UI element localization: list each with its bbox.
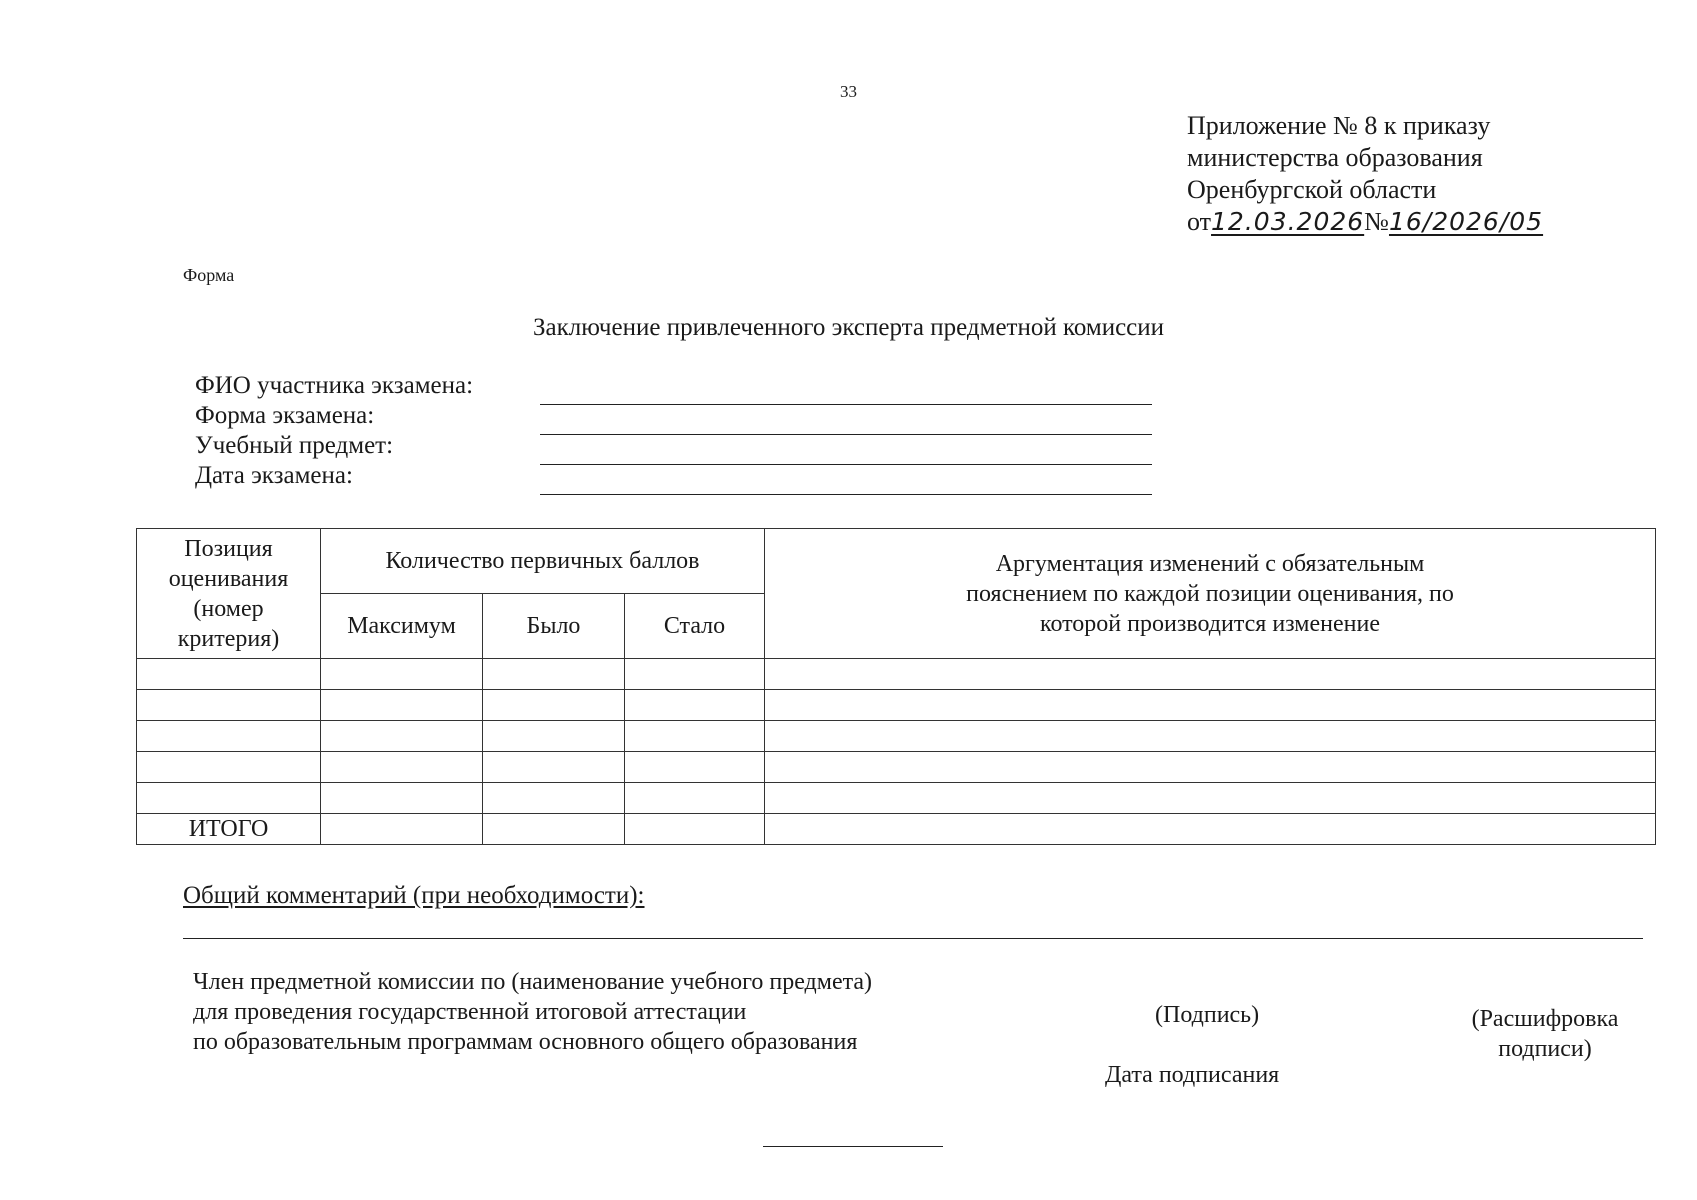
table-cell[interactable] [137, 721, 321, 752]
appendix-line-1: Приложение № 8 к приказу [1187, 111, 1491, 140]
table-row [137, 659, 1656, 690]
order-date: 12.03.2026 [1211, 207, 1365, 236]
table-cell[interactable] [625, 690, 765, 721]
field-label-exam-form: Форма экзамена: [195, 402, 375, 429]
table-cell[interactable] [137, 659, 321, 690]
table-cell[interactable] [321, 783, 483, 814]
member-line-3: по образовательным программам основного общего образования [193, 1029, 858, 1055]
field-line-subject [540, 464, 1152, 465]
total-row [137, 814, 1656, 845]
field-line-exam-form [540, 434, 1152, 435]
table-cell[interactable] [483, 659, 625, 690]
from-prefix: от [1187, 207, 1212, 236]
table-cell[interactable] [137, 690, 321, 721]
comment-line [183, 938, 1643, 939]
table-cell[interactable] [625, 783, 765, 814]
table-cell[interactable] [625, 814, 765, 845]
page-number: 33 [840, 82, 857, 101]
table-cell[interactable] [483, 690, 625, 721]
table-cell[interactable] [321, 721, 483, 752]
table-cell[interactable] [321, 659, 483, 690]
commission-member [193, 967, 872, 1057]
table-cell[interactable] [137, 752, 321, 783]
table-cell[interactable] [483, 814, 625, 845]
table-cell[interactable] [625, 721, 765, 752]
header-position: Позиция оценивания (номер критерия) [137, 529, 321, 659]
field-label-exam-date: Дата экзамена: [195, 462, 353, 489]
table-cell[interactable] [765, 752, 1656, 783]
table-cell[interactable] [483, 721, 625, 752]
number-sign: № [1364, 207, 1389, 236]
scores-table [136, 528, 1656, 845]
document-title: Заключение привлеченного эксперта предметной комиссии [532, 314, 1165, 341]
header-was: Было [483, 594, 625, 659]
appendix-header [1187, 110, 1543, 238]
table-cell[interactable] [321, 752, 483, 783]
table-cell[interactable] [765, 814, 1656, 845]
table-cell[interactable] [483, 783, 625, 814]
signature-decode-label: (Расшифровка подписи) [1471, 1006, 1619, 1062]
table-row [137, 690, 1656, 721]
table-cell[interactable] [483, 752, 625, 783]
field-label-subject: Учебный предмет: [195, 432, 394, 459]
table-cell[interactable] [625, 659, 765, 690]
field-line-participant [540, 404, 1152, 405]
comment-label: Общий комментарий (при необходимости): [183, 882, 645, 909]
footer-line [763, 1146, 943, 1147]
header-points: Количество первичных баллов [321, 529, 765, 594]
form-label: Форма [183, 265, 235, 285]
total-label: ИТОГО [137, 814, 321, 845]
table-cell[interactable] [765, 783, 1656, 814]
signature-label: (Подпись) [1155, 1002, 1260, 1028]
header-argument: Аргументация изменений с обязательным пояснением по каждой позиции оценивания, по которой производится изменение [765, 529, 1656, 659]
table-cell[interactable] [625, 752, 765, 783]
header-became: Стало [625, 594, 765, 659]
table-cell[interactable] [137, 783, 321, 814]
appendix-line-3: Оренбургской области [1187, 175, 1437, 204]
table-cell[interactable] [321, 814, 483, 845]
table-row [137, 721, 1656, 752]
member-line-2: для проведения государственной итоговой аттестации [193, 999, 747, 1025]
table-cell[interactable] [765, 659, 1656, 690]
member-line-1: Член предметной комиссии по (наименование учебного предмета) [193, 969, 873, 995]
appendix-line-2: министерства образования [1187, 143, 1483, 172]
sign-date-label: Дата подписания [1105, 1062, 1280, 1088]
field-line-exam-date [540, 494, 1152, 495]
field-label-participant: ФИО участника экзамена: [195, 372, 474, 399]
table-row [137, 752, 1656, 783]
order-number: 16/2026/05 [1388, 207, 1544, 236]
table-cell[interactable] [765, 690, 1656, 721]
appendix-order-ref [1187, 206, 1543, 238]
table-cell[interactable] [765, 721, 1656, 752]
table-cell[interactable] [321, 690, 483, 721]
table-row [137, 783, 1656, 814]
header-max: Максимум [321, 594, 483, 659]
